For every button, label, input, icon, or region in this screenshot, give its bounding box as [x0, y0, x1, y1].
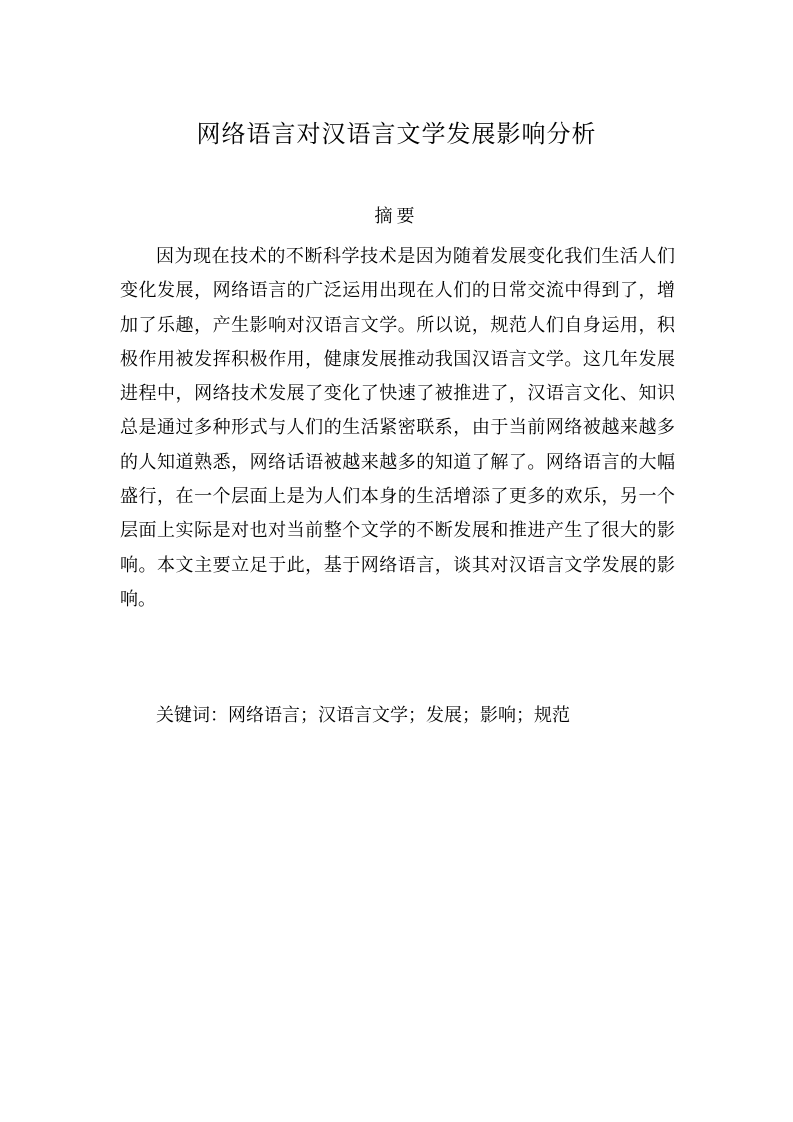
document-title: 网络语言对汉语言文学发展影响分析: [196, 120, 597, 148]
abstract-heading: 摘要: [374, 206, 419, 227]
keywords-line: 关键词：网络语言；汉语言文学；发展；影响；规范: [156, 705, 570, 726]
abstract-body: 因为现在技术的不断科学技术是因为随着发展变化我们生活人们变化发展，网络语言的广泛运用出现在人们的日常交流中得到了，增加了乐趣，产生影响对汉语言文学。所以说，规范人们自身运用，积极作用被发挥积极作用，健康发展推动我国汉语言文学。这几年发展进程中，网络技术发展了变化了快速了被推进了，汉语言文化、知识总是通过多种形式与人们的生活紧密联系，由于当前网络被越来越多的人知道熟悉，网络话语被越来越多的知道了解了。网络语言的大幅盛行，在一个层面上是为人们本身的生活增添了更多的欢乐，另一个层面上实际是对也对当前整个文学的不断发展和推进产生了很大的影响。本文主要立足于此，基于网络语言，谈其对汉语言文学发展的影响。: [120, 246, 675, 610]
